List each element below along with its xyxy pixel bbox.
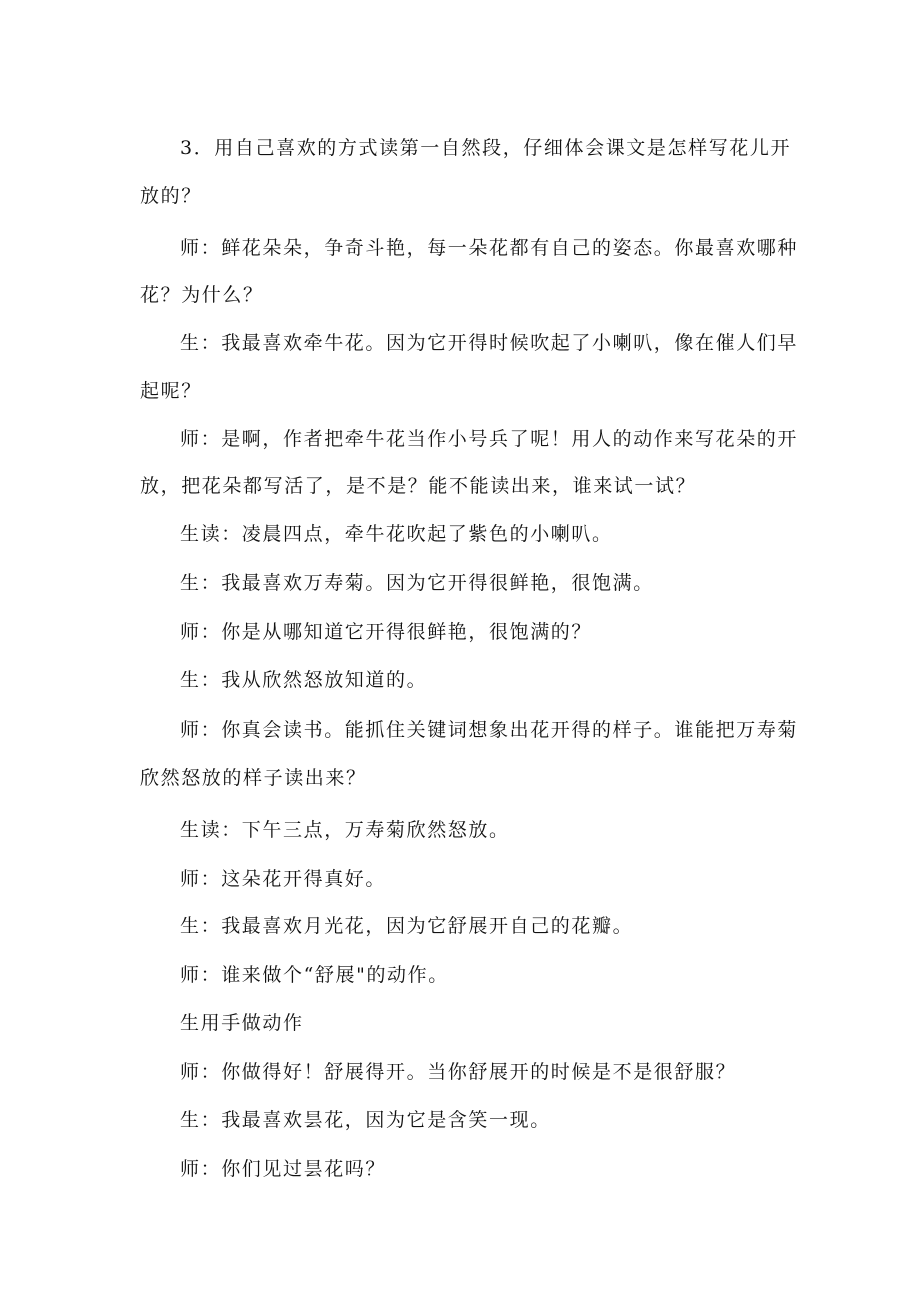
text-line: 放，把花朵都写活了，是不是？能不能读出来，谁来试一试？ bbox=[140, 475, 697, 497]
text-line: 生：我从欣然怒放知道的。 bbox=[180, 669, 428, 691]
text-line: 师：这朵花开得真好。 bbox=[180, 868, 387, 890]
text-line: 师：你真会读书。能抓住关键词想象出花开得的样子。谁能把万寿菊 bbox=[180, 719, 799, 741]
text-line: 起呢？ bbox=[140, 380, 202, 402]
text-line: 师：谁来做个“舒展"的动作。 bbox=[180, 964, 449, 986]
text-line: 生：我最喜欢牵牛花。因为它开得时候吹起了小喇叭，像在催人们早 bbox=[180, 332, 799, 354]
text-line: 欣然怒放的样子读出来？ bbox=[140, 767, 367, 789]
text-line: 师：鲜花朵朵，争奇斗艳，每一朵花都有自己的姿态。你最喜欢哪种 bbox=[180, 237, 799, 259]
text-line: 3．用自己喜欢的方式读第一自然段，仔细体会课文是怎样写花儿开 bbox=[180, 137, 792, 159]
text-line: 师：你是从哪知道它开得很鲜艳，很饱满的？ bbox=[180, 621, 593, 643]
text-line: 生用手做动作 bbox=[180, 1012, 304, 1034]
text-line: 生：我最喜欢万寿菊。因为它开得很鲜艳，很饱满。 bbox=[180, 572, 654, 594]
text-line: 生读：下午三点，万寿菊欣然怒放。 bbox=[180, 819, 510, 841]
text-line: 师：你们见过昙花吗？ bbox=[180, 1158, 387, 1180]
text-line: 花？为什么？ bbox=[140, 284, 264, 306]
text-line: 生：我最喜欢月光花，因为它舒展开自己的花瓣。 bbox=[180, 915, 634, 937]
text-line: 生读：凌晨四点，牵牛花吹起了紫色的小喇叭。 bbox=[180, 523, 613, 545]
text-line: 师：是啊，作者把牵牛花当作小号兵了呢！用人的动作来写花朵的开 bbox=[180, 428, 799, 450]
text-line: 生：我最喜欢昙花，因为它是含笑一现。 bbox=[180, 1109, 551, 1131]
text-line: 师：你做得好！舒展得开。当你舒展开的时候是不是很舒服？ bbox=[180, 1061, 737, 1083]
text-line: 放的？ bbox=[140, 185, 202, 207]
